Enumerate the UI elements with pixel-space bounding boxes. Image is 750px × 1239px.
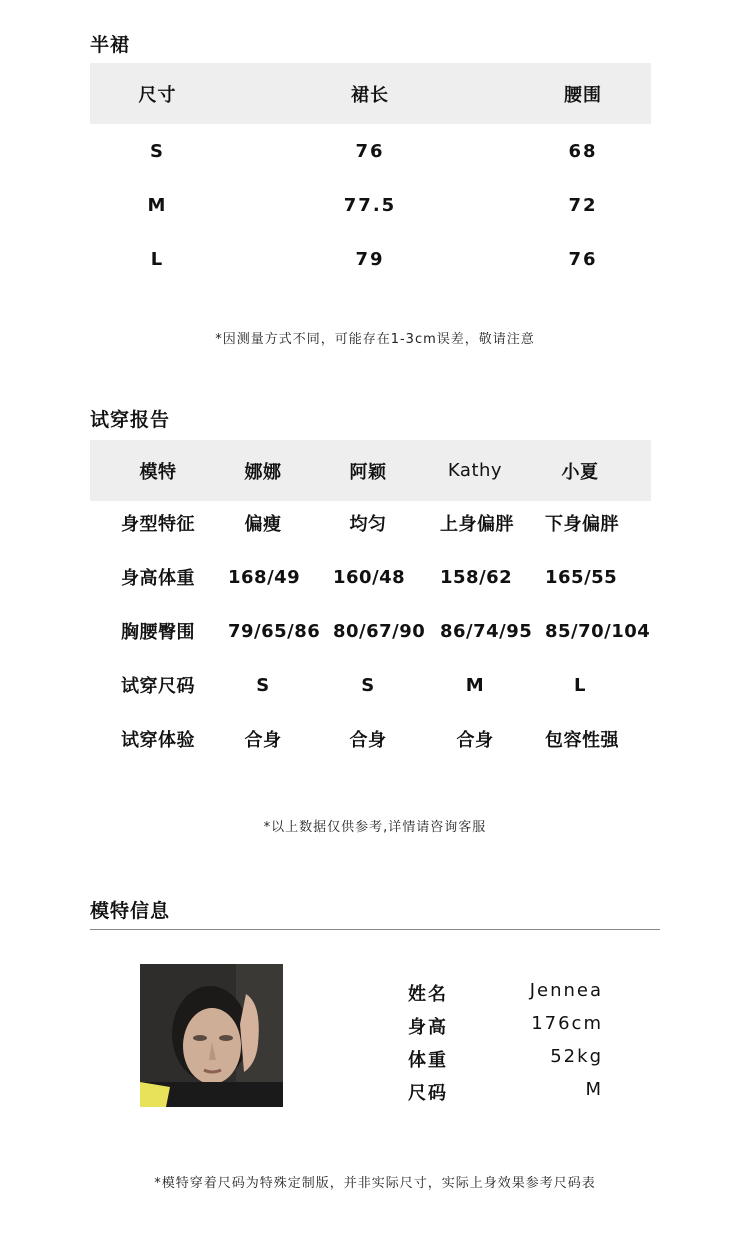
model-name-label: 姓名 <box>408 984 448 1005</box>
value-cell: 合身 <box>244 730 282 751</box>
value-cell: L <box>574 674 586 696</box>
value-cell: 均匀 <box>349 514 387 535</box>
size-cell: L <box>150 248 165 270</box>
row-label-cell: 身高体重 <box>121 568 195 589</box>
waist-cell: 76 <box>568 248 598 270</box>
model-weight-label: 体重 <box>408 1050 448 1071</box>
value-cell: 79/65/86 <box>228 620 321 642</box>
fit-report-section-title: 试穿报告 <box>90 409 171 431</box>
model-weight-value: 52kg <box>550 1046 603 1067</box>
model-height-value: 176cm <box>531 1013 603 1034</box>
header-model-nana: 娜娜 <box>244 461 282 483</box>
value-cell: 86/74/95 <box>440 620 533 642</box>
value-cell: 158/62 <box>440 566 513 588</box>
model-info-section-title: 模特信息 <box>90 900 171 922</box>
waist-cell: 68 <box>568 140 598 162</box>
size-cell: S <box>150 140 165 162</box>
length-cell: 76 <box>355 140 385 162</box>
value-cell: 上身偏胖 <box>440 514 514 535</box>
fit-table-header <box>90 440 651 501</box>
value-cell: 下身偏胖 <box>545 514 619 535</box>
value-cell: S <box>361 674 375 696</box>
fit-experience-row <box>90 712 651 766</box>
value-cell: 偏瘦 <box>244 514 282 535</box>
height-weight-row <box>90 550 651 604</box>
model-name-value: Jennea <box>529 980 603 1001</box>
model-portrait-image <box>140 964 283 1107</box>
header-skirt-length: 裙长 <box>351 84 389 106</box>
header-model: 模特 <box>139 461 177 483</box>
header-model-xiaoxia: 小夏 <box>561 461 599 483</box>
section-divider <box>90 929 660 930</box>
skirt-section-title: 半裙 <box>90 34 131 56</box>
value-cell: 85/70/104 <box>545 620 651 642</box>
value-cell: M <box>465 674 485 696</box>
value-cell: 80/67/90 <box>333 620 426 642</box>
table-row <box>90 124 651 178</box>
fit-report-table <box>90 440 651 501</box>
value-cell: 168/49 <box>228 566 301 588</box>
waist-cell: 72 <box>568 194 598 216</box>
value-cell: S <box>256 674 270 696</box>
model-size-note: *模特穿着尺码为特殊定制版，并非实际尺寸，实际上身效果参考尺码表 <box>154 1176 596 1191</box>
value-cell: 包容性强 <box>545 730 619 751</box>
length-cell: 77.5 <box>343 194 397 216</box>
length-cell: 79 <box>355 248 385 270</box>
measurements-row <box>90 604 651 658</box>
value-cell: 165/55 <box>545 566 618 588</box>
model-height-label: 身高 <box>408 1017 448 1038</box>
header-model-aying: 阿颖 <box>349 461 387 483</box>
header-size: 尺寸 <box>138 84 177 106</box>
skirt-table-header <box>90 63 651 124</box>
body-type-row <box>90 496 651 550</box>
value-cell: 160/48 <box>333 566 406 588</box>
skirt-size-table <box>90 63 651 286</box>
model-size-label: 尺码 <box>408 1083 448 1104</box>
model-size-value: M <box>585 1079 603 1100</box>
table-row <box>90 178 651 232</box>
row-label-cell: 身型特征 <box>121 514 195 535</box>
value-cell: 合身 <box>456 730 494 751</box>
header-model-kathy: Kathy <box>447 460 503 481</box>
header-waist: 腰围 <box>564 84 602 106</box>
skirt-measurement-note: *因测量方式不同，可能存在1-3cm误差，敬请注意 <box>215 332 535 347</box>
size-cell: M <box>147 194 168 216</box>
fit-report-rows <box>90 496 651 766</box>
fit-report-note: *以上数据仅供参考,详情请咨询客服 <box>263 820 487 835</box>
model-photo <box>140 964 283 1107</box>
table-row <box>90 232 651 286</box>
row-label-cell: 试穿尺码 <box>121 676 195 697</box>
row-label-cell: 胸腰臀围 <box>121 622 195 643</box>
value-cell: 合身 <box>349 730 387 751</box>
trial-size-row <box>90 658 651 712</box>
row-label-cell: 试穿体验 <box>121 730 195 751</box>
